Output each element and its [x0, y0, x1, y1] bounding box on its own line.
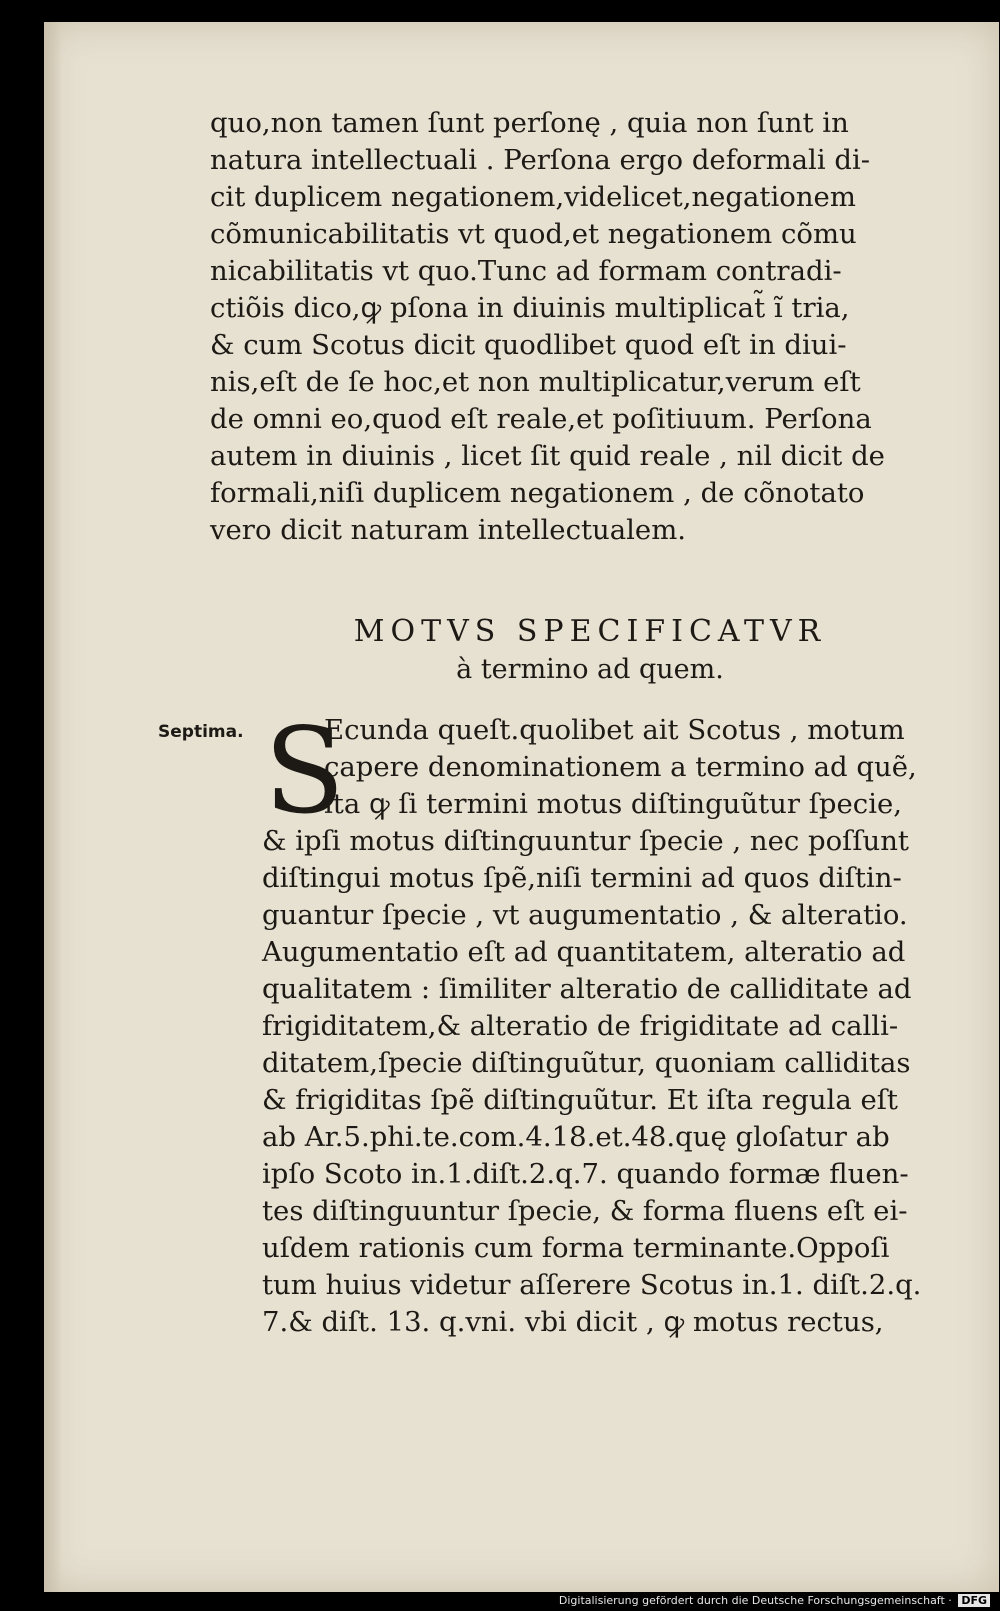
text-line: quo,non tamen ſunt perſonę , quia non ſunt in: [210, 107, 849, 139]
text-line: diſtingui motus ſpẽ,niſi termini ad quos diſtin-: [262, 862, 902, 894]
text-line: capere denominationem a termino ad quẽ,: [324, 751, 917, 783]
digitization-credit: Digitalisierung gefördert durch die Deutsche Forschungsgemeinschaft · DFG: [559, 1594, 990, 1607]
text-line: Ecunda queſt.quolibet ait Scotus , motum: [324, 714, 905, 746]
heading-subtitle: à termino ad quem.: [456, 654, 724, 685]
text-line: uſdem rationis cum forma terminante.Oppoſi: [262, 1232, 890, 1264]
text-line: Augumentatio eſt ad quantitatem, alteratio ad: [262, 936, 906, 968]
text-line: 7.& diſt. 13. q.vni. vbi dicit , ꝙ motus rectus,: [262, 1306, 884, 1338]
text-line: & frigiditas ſpẽ diſtinguũtur. Et iſta regula eſt: [262, 1084, 898, 1116]
credit-text: Digitalisierung gefördert durch die Deutsche Forschungsgemeinschaft: [558, 1594, 945, 1607]
text-line: ctiõis dico,ꝙ pſona in diuinis multiplicat̃ ĩ tria,: [210, 292, 850, 324]
text-block-1: [210, 105, 930, 549]
text-line: tum huius videtur aſſerere Scotus in.1. diſt.2.q.: [262, 1269, 922, 1301]
section-heading: [260, 612, 920, 688]
text-line: ita ꝙ ſi termini motus diſtinguũtur ſpecie,: [324, 788, 903, 820]
text-block-2: [262, 702, 942, 1341]
text-line: ab Ar.5.phi.te.com.4.18.et.48.quę gloſatur ab: [262, 1121, 890, 1153]
text-line: ditatem,ſpecie diſtinguũtur, quoniam calliditas: [262, 1047, 911, 1079]
text-line: natura intellectuali . Perſona ergo deformali di-: [210, 144, 871, 176]
text-line: vero dicit naturam intellectualem.: [210, 514, 687, 546]
heading-title: MOTVS SPECIFICATVR: [353, 614, 827, 649]
text-line: nis,eſt de ſe hoc,et non multiplicatur,verum eſt: [210, 366, 861, 398]
text-line: autem in diuinis , licet ſit quid reale , nil dicit de: [210, 440, 885, 472]
text-line: tes diſtinguuntur ſpecie, & forma fluens eſt ei-: [262, 1195, 908, 1227]
text-line: cit duplicem negationem,videlicet,negationem: [210, 181, 856, 213]
text-line: qualitatem : ſimiliter alteratio de calliditate ad: [262, 973, 912, 1005]
text-line: de omni eo,quod eſt reale,et poſitiuum. Perſona: [210, 403, 872, 435]
text-line: & ipſi motus diſtinguuntur ſpecie , nec poſſunt: [262, 825, 909, 857]
text-line: formali,niſi duplicem negationem , de cõnotato: [210, 477, 865, 509]
text-line: ipſo Scoto in.1.diſt.2.q.7. quando formæ fluen-: [262, 1158, 909, 1190]
text-line: cõmunicabilitatis vt quod,et negationem cõmu: [210, 218, 857, 250]
margin-note: Septima.: [158, 722, 244, 742]
drop-cap-initial: S: [264, 702, 345, 840]
text-line: frigiditatem,& alteratio de frigiditate ad calli-: [262, 1010, 899, 1042]
text-line: guantur ſpecie , vt augumentatio , & alteratio.: [262, 899, 908, 931]
dfg-logo: DFG: [958, 1594, 990, 1607]
text-line: & cum Scotus dicit quodlibet quod eſt in diui-: [210, 329, 847, 361]
text-line: nicabilitatis vt quo.Tunc ad formam contradi-: [210, 255, 842, 287]
